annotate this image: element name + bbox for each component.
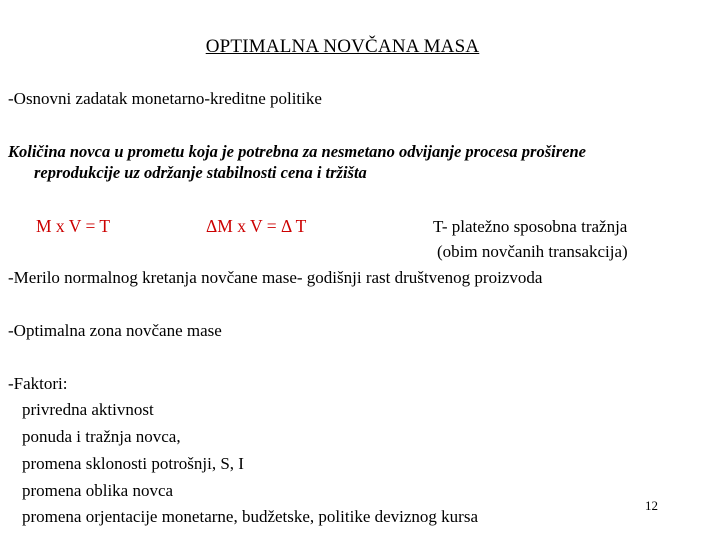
- slide-title: OPTIMALNA NOVČANA MASA: [205, 36, 480, 57]
- factors-heading: -Faktori:: [8, 374, 68, 393]
- factor-item: ponuda i tražnja novca,: [22, 427, 181, 446]
- page-number: 12: [645, 498, 658, 513]
- measure-line: -Merilo normalnog kretanja novčane mase- godišnji rast društvenog proizvoda: [8, 268, 543, 287]
- optimal-zone-line: -Optimalna zona novčane mase: [8, 321, 222, 340]
- basic-task-line: -Osnovni zadatak monetarno-kreditne politike: [8, 89, 322, 108]
- factor-item: promena oblika novca: [22, 481, 174, 500]
- definition-line-2: reprodukcije uz održanje stabilnosti cena i tržišta: [34, 163, 367, 182]
- definition-line-1: Količina novca u prometu koja je potrebna za nesmetano odvijanje procesa proširene: [8, 142, 586, 161]
- formula-delta-equation: ΔM x V = Δ T: [206, 216, 307, 236]
- factor-item: promena orjentacije monetarne, budžetske, politike deviznog kursa: [22, 507, 479, 526]
- factor-item: promena sklonosti potrošnji, S, I: [22, 454, 244, 473]
- factor-item: privredna aktivnost: [22, 400, 154, 419]
- formula-quantity-equation: M x V = T: [36, 216, 111, 236]
- formula-note-line-2: (obim novčanih transakcija): [437, 242, 628, 261]
- formula-note-line-1: T- platežno sposobna tražnja: [433, 217, 628, 236]
